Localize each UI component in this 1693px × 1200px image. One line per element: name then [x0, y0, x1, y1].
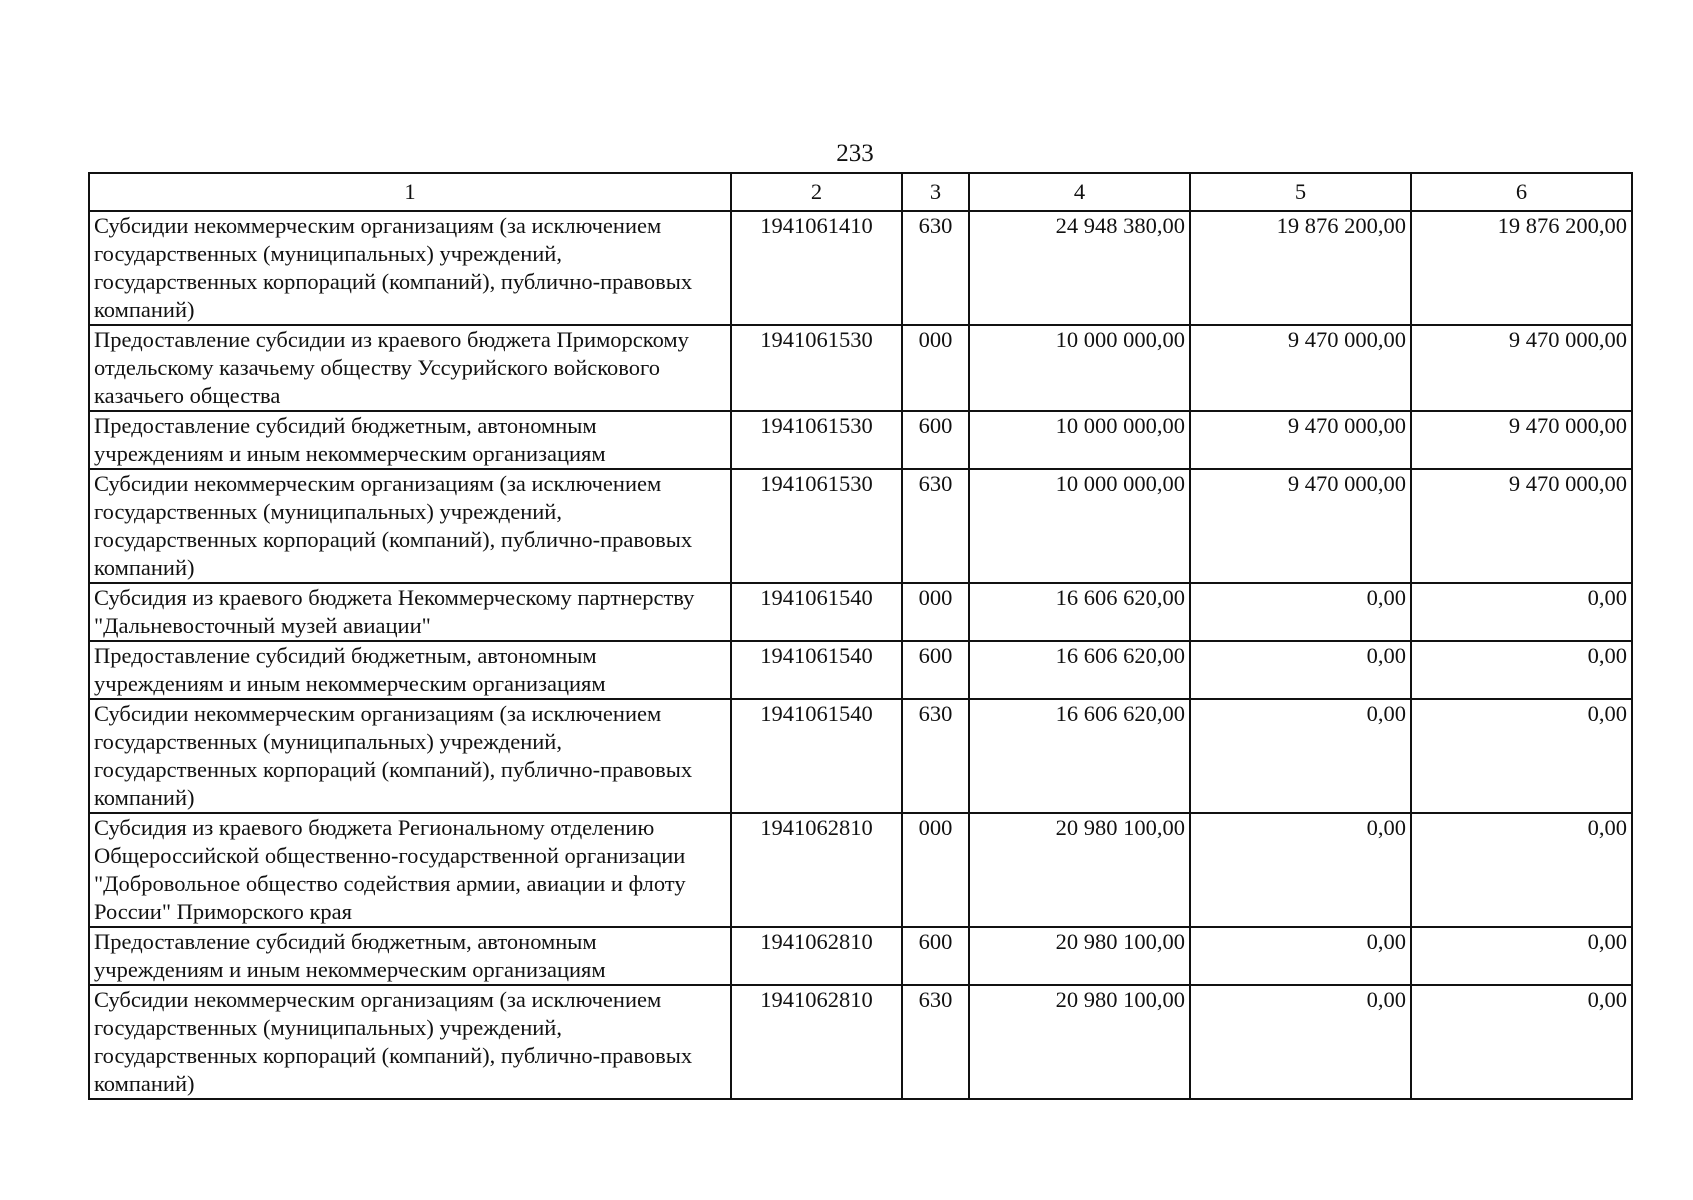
column-header: 4 [969, 173, 1190, 211]
row-amount-col5: 0,00 [1190, 641, 1411, 699]
table-row [89, 325, 1632, 411]
row-amount-col4: 10 000 000,00 [969, 411, 1190, 469]
column-header: 2 [731, 173, 902, 211]
row-amount-col4: 16 606 620,00 [969, 699, 1190, 813]
row-amount-col4: 10 000 000,00 [969, 469, 1190, 583]
row-amount-col5: 0,00 [1190, 927, 1411, 985]
header-row [89, 173, 1632, 211]
row-amount-col5: 0,00 [1190, 985, 1411, 1099]
row-amount-col6: 9 470 000,00 [1411, 411, 1632, 469]
row-target-code: 1941061410 [731, 211, 902, 325]
row-expense-type: 600 [902, 927, 969, 985]
row-target-code: 1941061530 [731, 469, 902, 583]
row-amount-col5: 9 470 000,00 [1190, 325, 1411, 411]
row-target-code: 1941061540 [731, 583, 902, 641]
row-name: Субсидии некоммерческим организациям (за исключением государственных (муниципальных) учреждений, государственных корпораций (компаний), публично-правовых компаний) [89, 699, 731, 813]
row-amount-col6: 9 470 000,00 [1411, 325, 1632, 411]
row-amount-col4: 20 980 100,00 [969, 985, 1190, 1099]
row-expense-type: 000 [902, 583, 969, 641]
row-amount-col5: 9 470 000,00 [1190, 411, 1411, 469]
row-name: Предоставление субсидий бюджетным, автономным учреждениям и иным некоммерческим организациям [89, 927, 731, 985]
row-amount-col4: 20 980 100,00 [969, 927, 1190, 985]
row-name: Предоставление субсидий бюджетным, автономным учреждениям и иным некоммерческим организациям [89, 641, 731, 699]
row-name: Субсидии некоммерческим организациям (за исключением государственных (муниципальных) учреждений, государственных корпораций (компаний), публично-правовых компаний) [89, 985, 731, 1099]
column-header: 1 [89, 173, 731, 211]
table-row [89, 641, 1632, 699]
row-name: Предоставление субсидий бюджетным, автономным учреждениям и иным некоммерческим организациям [89, 411, 731, 469]
row-amount-col5: 19 876 200,00 [1190, 211, 1411, 325]
row-target-code: 1941061540 [731, 641, 902, 699]
row-amount-col6: 0,00 [1411, 641, 1632, 699]
row-name: Субсидия из краевого бюджета Региональному отделению Общероссийской общественно-государственной организации "Добровольное общество содействия армии, авиации и флоту России" Приморского края [89, 813, 731, 927]
row-amount-col6: 0,00 [1411, 699, 1632, 813]
row-amount-col6: 0,00 [1411, 927, 1632, 985]
row-amount-col4: 20 980 100,00 [969, 813, 1190, 927]
row-amount-col6: 9 470 000,00 [1411, 469, 1632, 583]
row-expense-type: 600 [902, 411, 969, 469]
table-row [89, 583, 1632, 641]
row-target-code: 1941061530 [731, 411, 902, 469]
row-amount-col4: 10 000 000,00 [969, 325, 1190, 411]
row-amount-col5: 9 470 000,00 [1190, 469, 1411, 583]
row-expense-type: 630 [902, 469, 969, 583]
row-expense-type: 630 [902, 699, 969, 813]
table-row [89, 985, 1632, 1099]
table-row [89, 927, 1632, 985]
row-target-code: 1941061540 [731, 699, 902, 813]
budget-table [88, 172, 1633, 1100]
row-name: Субсидии некоммерческим организациям (за исключением государственных (муниципальных) учреждений, государственных корпораций (компаний), публично-правовых компаний) [89, 469, 731, 583]
row-target-code: 1941061530 [731, 325, 902, 411]
row-expense-type: 000 [902, 325, 969, 411]
column-header: 6 [1411, 173, 1632, 211]
table-row [89, 411, 1632, 469]
row-amount-col6: 0,00 [1411, 583, 1632, 641]
row-amount-col5: 0,00 [1190, 583, 1411, 641]
row-amount-col6: 19 876 200,00 [1411, 211, 1632, 325]
column-header: 3 [902, 173, 969, 211]
row-expense-type: 000 [902, 813, 969, 927]
row-amount-col5: 0,00 [1190, 699, 1411, 813]
table-row [89, 699, 1632, 813]
table-row [89, 211, 1632, 325]
row-amount-col4: 16 606 620,00 [969, 583, 1190, 641]
row-name: Предоставление субсидии из краевого бюджета Приморскому отдельскому казачьему обществу Уссурийского войскового казачьего общества [89, 325, 731, 411]
row-target-code: 1941062810 [731, 927, 902, 985]
row-name: Субсидия из краевого бюджета Некоммерческому партнерству "Дальневосточный музей авиации" [89, 583, 731, 641]
row-amount-col6: 0,00 [1411, 813, 1632, 927]
row-target-code: 1941062810 [731, 985, 902, 1099]
table-row [89, 469, 1632, 583]
row-amount-col6: 0,00 [1411, 985, 1632, 1099]
row-expense-type: 630 [902, 211, 969, 325]
table-row [89, 813, 1632, 927]
row-amount-col4: 16 606 620,00 [969, 641, 1190, 699]
row-amount-col4: 24 948 380,00 [969, 211, 1190, 325]
page-number: 233 [836, 140, 874, 167]
column-header: 5 [1190, 173, 1411, 211]
row-name: Субсидии некоммерческим организациям (за исключением государственных (муниципальных) учреждений, государственных корпораций (компаний), публично-правовых компаний) [89, 211, 731, 325]
row-target-code: 1941062810 [731, 813, 902, 927]
row-amount-col5: 0,00 [1190, 813, 1411, 927]
row-expense-type: 630 [902, 985, 969, 1099]
row-expense-type: 600 [902, 641, 969, 699]
